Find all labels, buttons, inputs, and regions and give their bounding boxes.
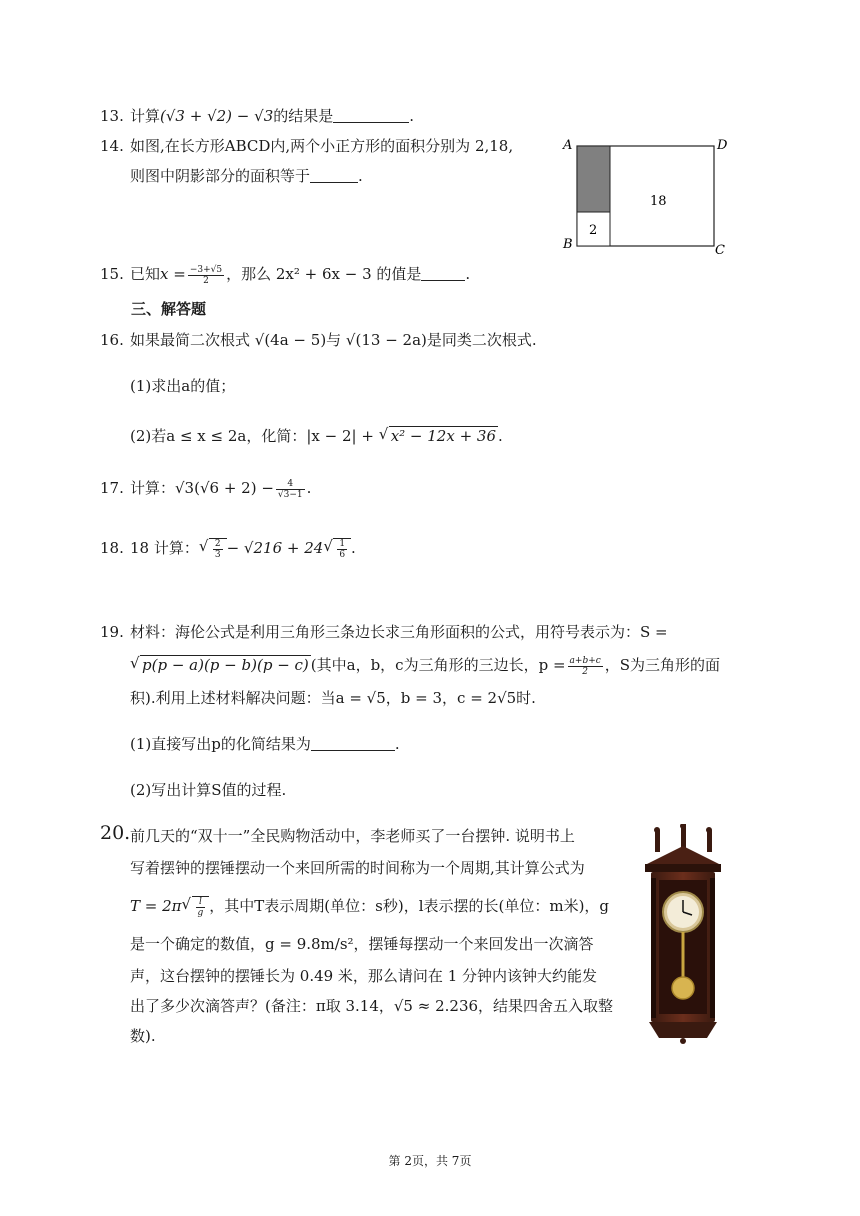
radicand: p(p − a)(p − b)(p − c) [142, 656, 309, 674]
punctuation: . [358, 167, 363, 185]
fraction [337, 539, 347, 560]
question-number: 19. [100, 623, 124, 641]
question-20-line3 [130, 896, 609, 918]
question-text: 如图,在长方形ABCD内,两个小正方形的面积分别为 2,18, [130, 137, 514, 155]
question-text: 计算：√3(√6 + 2) − [130, 479, 274, 497]
question-number: 18. [100, 539, 124, 557]
sub-question: (2)若a ≤ x ≤ 2a，化简：|x − 2| + [130, 427, 374, 445]
question-text: 则图中阴影部分的面积等于 [130, 167, 311, 185]
math-expression: (√3 + √2) − √3 [160, 107, 274, 125]
fraction-denominator: 2 [582, 666, 589, 677]
question-number: 17. [100, 479, 124, 497]
math-expression: T = 2π [130, 897, 182, 915]
question-17 [100, 478, 312, 500]
question-number: 16. [100, 331, 124, 349]
radical [130, 655, 311, 675]
question-text: 写着摆钟的摆锤摆动一个来回所需的时间称为一个周期,其计算公式为 [130, 859, 585, 877]
question-text: 已知 [130, 265, 161, 283]
radical [379, 426, 498, 446]
punctuation: . [465, 265, 471, 283]
fraction-denominator: 3 [214, 549, 221, 560]
fraction [568, 656, 603, 677]
question-20-line2 [130, 858, 585, 878]
math-expression: x = [160, 265, 186, 283]
question-text: (其中a，b，c为三角形的三边长，p = [310, 656, 566, 674]
answer-blank [311, 736, 395, 751]
rectangle-figure [560, 134, 735, 259]
question-text: 18 计算： [130, 539, 199, 557]
sub-question: (2)写出计算S值的过程. [130, 781, 287, 799]
question-number: 14. [100, 137, 124, 155]
question-text: 积).利用上述材料解决问题：当a = √5，b = 3，c = 2√5时. [130, 689, 536, 707]
radicand: x² − 12x + 36 [390, 427, 497, 445]
question-14 [100, 136, 514, 156]
question-20-line5 [130, 966, 597, 986]
question-16-part2 [130, 426, 503, 446]
question-19-part2 [130, 780, 286, 800]
question-text: 计算 [130, 107, 161, 125]
question-19-line2 [130, 655, 720, 677]
answer-blank [333, 108, 409, 123]
punctuation: . [409, 107, 415, 125]
question-text: 声，这台摆钟的摆锤长为 0.49 米，那么请问在 1 分钟内该钟大约能发 [130, 967, 598, 985]
question-text: 的结果是 [273, 107, 334, 125]
fraction [276, 479, 305, 500]
radical [323, 538, 351, 560]
question-18 [100, 538, 356, 560]
question-text: ，那么 2x² + 6x − 3 的值是 [226, 265, 422, 283]
question-text: 数). [130, 1027, 156, 1045]
page-footer: 第 2页，共 7页 [388, 1154, 472, 1168]
fraction-numerator: √ 2 [214, 538, 221, 549]
big-square-area: 18 [650, 194, 667, 209]
question-text: 如果最简二次根式 √(4a − 5)与 √(13 − 2a)是同类二次根式. [130, 331, 537, 349]
question-number: 20. [100, 822, 131, 844]
answer-blank [421, 266, 465, 281]
fraction-denominator: 6 [339, 549, 346, 560]
label-c: C [715, 243, 725, 258]
question-number: 13. [100, 107, 124, 125]
question-text: 是一个确定的数值，g = 9.8m/s²，摆锤每摆动一个来回发出一次滴答 [130, 935, 594, 953]
question-number: 15. [100, 265, 124, 283]
question-15 [100, 264, 471, 286]
answer-blank [310, 168, 358, 183]
fraction-numerator: 4 [276, 479, 305, 490]
question-14-line2 [130, 166, 363, 186]
punctuation: . [351, 539, 356, 557]
label-b: B [563, 237, 573, 252]
question-20-line6 [130, 996, 613, 1016]
fraction-denominator: g [197, 907, 204, 918]
fraction [196, 897, 206, 918]
shaded-region [577, 146, 610, 212]
fraction [213, 539, 223, 560]
question-text: ，S为三角形的面 [604, 656, 721, 674]
small-square-area: 2 [589, 223, 598, 238]
question-16 [100, 330, 537, 350]
label-d: D [717, 138, 728, 153]
question-16-part1 [130, 376, 235, 396]
pendulum-clock-image [637, 824, 729, 1044]
question-19-line3 [130, 688, 536, 708]
fraction-numerator: √ l [196, 897, 206, 908]
radical [182, 896, 210, 918]
fraction-numerator: a+b+c [569, 655, 601, 666]
fraction-numerator: √ 1 [339, 538, 346, 549]
punctuation: . [498, 427, 503, 445]
question-text: 出了多少次滴答声？(备注：π取 3.14，√5 ≈ 2.236，结果四舍五入取整 [130, 997, 614, 1015]
question-text: ，其中T表示周期(单位：s秒)，l表示摆的长(单位：m米)，g [209, 897, 610, 915]
question-text: 前几天的“双十一”全民购物活动中，李老师买了一台摆钟. 说明书上 [130, 827, 575, 845]
sub-question: (1)直接写出p的化简结果为 [130, 735, 311, 753]
math-expression: − √216 + 24 [226, 539, 324, 557]
radical [199, 538, 227, 560]
fraction-denominator: √3−1 [277, 489, 303, 500]
punctuation: . [306, 479, 312, 497]
punctuation: . [394, 735, 400, 753]
sub-question: (1)求出a的值； [130, 377, 236, 395]
question-19 [100, 622, 668, 642]
question-20-line7 [130, 1026, 156, 1046]
question-20 [100, 822, 575, 846]
fraction-numerator: −3+√5 [189, 264, 223, 275]
question-13 [100, 106, 415, 126]
question-19-part1 [130, 734, 400, 754]
question-20-line4 [130, 934, 594, 954]
section-title: 三、解答题 [131, 300, 207, 318]
label-a: A [563, 138, 573, 153]
fraction [188, 265, 224, 286]
question-text: 材料：海伦公式是利用三角形三条边长求三角形面积的公式，用符号表示为：S = [130, 623, 668, 641]
fraction-denominator: 2 [203, 275, 209, 286]
